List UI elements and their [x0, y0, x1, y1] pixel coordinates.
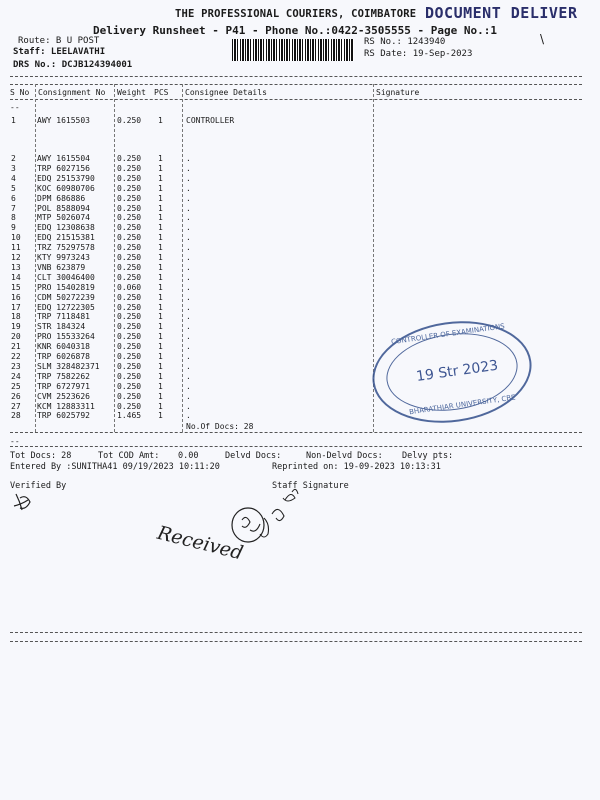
- total-docs: Tot Docs: 28: [10, 451, 72, 461]
- row-consignee: .: [186, 302, 191, 312]
- row-consignment: DPM 686886: [37, 193, 86, 203]
- row-weight: 0.250: [117, 183, 142, 193]
- row-weight: 0.250: [117, 371, 142, 381]
- row-sno: 1: [11, 116, 16, 125]
- row-weight: 0.250: [117, 173, 142, 183]
- row-consignment: TRP 6027156: [37, 163, 90, 173]
- row-consignee: CONTROLLER: [186, 116, 235, 125]
- non-delivered-docs: Non-Delvd Docs:: [306, 451, 383, 461]
- rs-number: RS No.: 1243940: [364, 37, 446, 47]
- row-pcs: 1: [158, 302, 163, 312]
- verifier-signature: [14, 494, 30, 510]
- row-consignee: .: [186, 352, 191, 361]
- row-pcs: 1: [158, 411, 163, 421]
- row-consignment: KTY 9973243: [37, 253, 90, 262]
- row-consignee: .: [186, 411, 191, 421]
- document-delivery-stamp: DOCUMENT DELIVER: [425, 4, 578, 22]
- row-weight: 0.250: [117, 391, 142, 401]
- row-pcs: 1: [158, 116, 163, 125]
- row-weight: 0.250: [117, 272, 142, 282]
- row-weight: 0.250: [117, 243, 142, 253]
- stamp-bottom-text: BHARATHIAR UNIVERSITY, CBE: [408, 393, 517, 417]
- row-consignment: VNB 623879: [37, 262, 86, 272]
- row-sno: 21: [11, 342, 21, 352]
- row-consignment: KCM 12883311: [37, 401, 95, 411]
- delivered-docs: Delvd Docs:: [225, 451, 282, 461]
- staff-signature: Staff Signature: [272, 481, 349, 491]
- row-consignee: .: [186, 223, 191, 233]
- delivery-points: Delvy pts:: [402, 451, 454, 461]
- row-consignment: EDQ 25153790: [37, 173, 95, 183]
- row-weight: 0.250: [117, 302, 142, 312]
- row-weight: 0.250: [117, 163, 142, 173]
- row-pcs: 1: [158, 243, 163, 253]
- header-weight: Weight: [117, 88, 146, 97]
- header-consignment: Consignment No: [38, 88, 106, 97]
- row-pcs: 1: [158, 391, 163, 401]
- header-signature: Signature: [376, 88, 420, 97]
- row-sno: 18: [11, 312, 21, 322]
- row-sno: 3: [11, 163, 16, 173]
- row-consignee: .: [186, 312, 191, 322]
- row-weight: 0.250: [117, 332, 142, 342]
- row-consignee: .: [186, 332, 191, 342]
- row-consignment: CLT 30046400: [37, 272, 95, 282]
- row-weight: 0.250: [117, 233, 142, 243]
- row-consignee: .: [186, 154, 191, 163]
- row-weight: 0.250: [117, 381, 142, 391]
- row-pcs: 1: [158, 361, 163, 371]
- row-pcs: 1: [158, 381, 163, 391]
- row-weight: 0.250: [117, 262, 142, 272]
- row-sno: 28: [11, 411, 21, 421]
- row-sno: 23: [11, 361, 21, 371]
- row-weight: 0.250: [117, 253, 142, 262]
- row-pcs: 1: [158, 352, 163, 361]
- row-sno: 20: [11, 332, 21, 342]
- row-pcs: 1: [158, 272, 163, 282]
- row-consignee: .: [186, 371, 191, 381]
- row-pcs: 1: [158, 163, 163, 173]
- row-weight: 0.060: [117, 282, 142, 292]
- row-consignment: SLM 328482371: [37, 361, 100, 371]
- row-weight: 0.250: [117, 203, 142, 213]
- row-pcs: 1: [158, 371, 163, 381]
- row-consignee: .: [186, 203, 191, 213]
- drs-number: DRS No.: DCJB124394001: [13, 60, 133, 70]
- row-sno: 4: [11, 173, 16, 183]
- row-consignee: .: [186, 253, 191, 262]
- row-pcs: 1: [158, 253, 163, 262]
- row-sno: 11: [11, 243, 21, 253]
- row-pcs: 1: [158, 173, 163, 183]
- row-sno: 26: [11, 391, 21, 401]
- row-consignment: TRZ 75297578: [37, 243, 95, 253]
- row-sno: 9: [11, 223, 16, 233]
- row-weight: 0.250: [117, 223, 142, 233]
- row-sno: 6: [11, 193, 16, 203]
- total-cod-label: Tot COD Amt:: [98, 451, 160, 461]
- row-pcs: 1: [158, 213, 163, 223]
- row-pcs: 1: [158, 332, 163, 342]
- row-consignee: .: [186, 391, 191, 401]
- no-of-docs: No.Of Docs: 28: [186, 422, 254, 431]
- row-pcs: 1: [158, 203, 163, 213]
- total-cod-value: 0.00: [178, 451, 199, 461]
- row-consignee: .: [186, 322, 191, 332]
- pen-mark: \: [540, 32, 545, 46]
- row-sno: 19: [11, 322, 21, 332]
- row-consignment: EDQ 12722305: [37, 302, 95, 312]
- row-weight: 0.250: [117, 361, 142, 371]
- row-sno: 14: [11, 272, 21, 282]
- row-pcs: 1: [158, 183, 163, 193]
- row-consignment: TRP 6727971: [37, 381, 90, 391]
- row-consignee: .: [186, 401, 191, 411]
- verified-by: Verified By: [10, 481, 67, 491]
- row-weight: 0.250: [117, 342, 142, 352]
- row-consignment: EDQ 12308638: [37, 223, 95, 233]
- row-pcs: 1: [158, 401, 163, 411]
- row-consignment: CVM 2523626: [37, 391, 90, 401]
- row-sno: 5: [11, 183, 16, 193]
- row-consignment: POL 8588094: [37, 203, 90, 213]
- row-weight: 0.250: [117, 193, 142, 203]
- row-sno: 13: [11, 262, 21, 272]
- row-consignment: CDM 50272239: [37, 292, 95, 302]
- row-pcs: 1: [158, 233, 163, 243]
- row-pcs: 1: [158, 282, 163, 292]
- row-sno: 10: [11, 233, 21, 243]
- header-pcs: PCS: [154, 88, 169, 97]
- row-sno: 24: [11, 371, 21, 381]
- row-consignment: EDQ 21515381: [37, 233, 95, 243]
- row-consignee: .: [186, 361, 191, 371]
- row-consignee: .: [186, 243, 191, 253]
- row-weight: 0.250: [117, 292, 142, 302]
- dash-mark: --: [10, 437, 20, 446]
- row-consignment: AWY 1615504: [37, 154, 90, 163]
- row-consignment: TRP 6026878: [37, 352, 90, 361]
- row-consignment: TRP 6025792: [37, 411, 90, 421]
- initials-scribble: [242, 517, 269, 537]
- row-sno: 15: [11, 282, 21, 292]
- row-consignment: MTP 5026074: [37, 213, 90, 223]
- company-name: THE PROFESSIONAL COURIERS, COIMBATORE: [175, 8, 417, 20]
- row-sno: 25: [11, 381, 21, 391]
- row-weight: 0.250: [117, 352, 142, 361]
- row-pcs: 1: [158, 312, 163, 322]
- row-pcs: 1: [158, 322, 163, 332]
- row-pcs: 1: [158, 342, 163, 352]
- rs-date: RS Date: 19-Sep-2023: [364, 49, 473, 59]
- row-consignment: TRP 7582262: [37, 371, 90, 381]
- row-consignment: KOC 60980706: [37, 183, 95, 193]
- route: Route: B U POST: [18, 36, 100, 46]
- row-consignee: .: [186, 292, 191, 302]
- row-consignee: .: [186, 262, 191, 272]
- row-consignee: .: [186, 173, 191, 183]
- row-consignment: TRP 7118481: [37, 312, 90, 322]
- row-consignee: .: [186, 282, 191, 292]
- row-sno: 7: [11, 203, 16, 213]
- row-weight: 0.250: [117, 401, 142, 411]
- row-consignment: STR 184324: [37, 322, 86, 332]
- header-consignee: Consignee Details: [185, 88, 267, 97]
- row-consignee: .: [186, 163, 191, 173]
- row-pcs: 1: [158, 223, 163, 233]
- row-consignment: KNR 6040318: [37, 342, 90, 352]
- runsheet-title: Delivery Runsheet - P41 - Phone No.:0422-3505555 - Page No.:1: [93, 24, 497, 37]
- dash-mark: --: [10, 103, 20, 112]
- row-sno: 17: [11, 302, 21, 312]
- reprinted-on: Reprinted on: 19-09-2023 10:13:31: [272, 462, 441, 472]
- staff-signature-mark: [283, 489, 298, 501]
- row-consignee: .: [186, 342, 191, 352]
- entered-by: Entered By :SUNITHA41 09/19/2023 10:11:20: [10, 462, 220, 472]
- staff: Staff: LEELAVATHI: [13, 47, 106, 57]
- row-sno: 22: [11, 352, 21, 361]
- row-weight: 0.250: [117, 312, 142, 322]
- row-pcs: 1: [158, 262, 163, 272]
- row-consignee: .: [186, 381, 191, 391]
- row-consignee: .: [186, 193, 191, 203]
- row-weight: 0.250: [117, 116, 142, 125]
- row-consignment: PRO 15533264: [37, 332, 95, 342]
- row-consignment: PRO 15402819: [37, 282, 95, 292]
- header-sno: S No: [10, 88, 30, 97]
- stamp-top-text: CONTROLLER OF EXAMINATIONS: [390, 322, 506, 347]
- row-sno: 2: [11, 154, 16, 163]
- handwritten-received: Received: [154, 521, 246, 565]
- row-pcs: 1: [158, 292, 163, 302]
- row-consignee: .: [186, 213, 191, 223]
- row-consignee: .: [186, 183, 191, 193]
- row-weight: 0.250: [117, 213, 142, 223]
- signature-flourish: [272, 509, 284, 520]
- row-weight: 1.465: [117, 411, 142, 421]
- row-sno: 16: [11, 292, 21, 302]
- divider: [10, 632, 582, 633]
- divider: [10, 641, 582, 642]
- row-weight: 0.250: [117, 154, 142, 163]
- row-consignment: AWY 1615503: [37, 116, 90, 125]
- row-pcs: 1: [158, 193, 163, 203]
- row-weight: 0.250: [117, 322, 142, 332]
- row-sno: 12: [11, 253, 21, 262]
- row-sno: 8: [11, 213, 16, 223]
- row-pcs: 1: [158, 154, 163, 163]
- stamp-date: 19 Str 2023: [415, 357, 500, 385]
- row-consignee: .: [186, 272, 191, 282]
- row-consignee: .: [186, 233, 191, 243]
- row-sno: 27: [11, 401, 21, 411]
